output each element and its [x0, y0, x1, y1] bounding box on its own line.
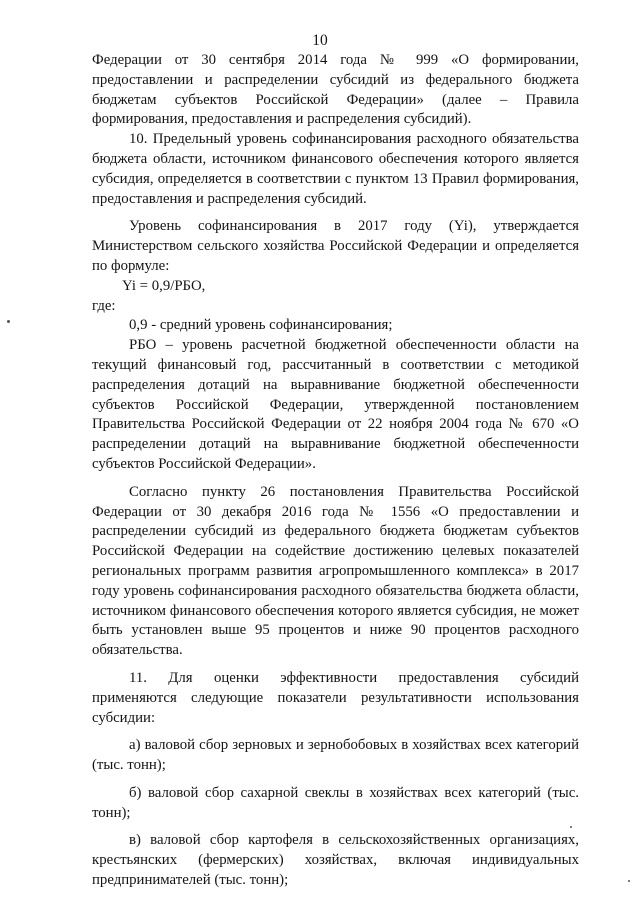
document-body	[92, 51, 579, 891]
paragraph-continuation: Федерации от 30 сентября 2014 года № 999 «О формировании, предоставлении и распределении субсидий из федерального бюджета бюджетам субъектов Российской Федерации» (далее – Правила формирования, предоставления и распределения субсидий).	[92, 52, 579, 128]
formula-definition-rbo: РБО – уровень расчетной бюджетной обеспеченности области на текущий финансовый год, рассчитанный в соответствии с методикой распределения дотаций на выравнивание бюджетной обеспеченности субъектов Российской Федерации, утвержденной постановлением Правительства Российской Федерации от 22 ноября 2004 года № 670 «О распределении дотаций на выравнивание бюджетной обеспеченности субъектов Российской Федерации».	[92, 337, 579, 472]
page-number: 10	[312, 32, 328, 49]
scan-speck	[628, 880, 630, 882]
scan-speck	[570, 826, 572, 828]
formula-definition-coefficient: 0,9 - средний уровень софинансирования;	[129, 317, 393, 334]
paragraph-clause-10: 10. Предельный уровень софинансирования расходного обязательства бюджета области, источником финансового обеспечения которого является субсидия, определяется в соответствии с пунктом 13 Правил формирования, предоставления и распределения субсидий.	[92, 131, 579, 207]
formula: Yi = 0,9/РБО,	[122, 277, 206, 294]
list-item-v: в) валовой сбор картофеля в сельскохозяйственных организациях, крестьянских (фермерских) хозяйствах, включая индивидуальных предпринимателей (тыс. тонн);	[92, 832, 579, 889]
paragraph-cofinancing-level: Уровень софинансирования в 2017 году (Yi), утверждается Министерством сельского хозяйства Российской Федерации и определяется по формуле:	[92, 218, 579, 274]
paragraph-clause-11: 11. Для оценки эффективности предоставления субсидий применяются следующие показатели результативности использования субсидии:	[92, 669, 579, 726]
paragraph-resolution-1556: Согласно пункту 26 постановления Правительства Российской Федерации от 30 декабря 2016 года № 1556 «О предоставлении и распределении субсидий из федерального бюджета бюджетам субъектов Российской Федерации на содействие достижению целевых показателей региональных программ развития агропромышленного комплекса» в 2017 году уровень софинансирования расходного обязательства бюджета области, источником финансового обеспечения которого является субсидия, не может быть установлен выше 95 процентов и ниже 90 процентов расходного обязательства.	[92, 483, 579, 659]
list-item-a: а) валовой сбор зерновых и зернобобовых в хозяйствах всех категорий (тыс. тонн);	[92, 737, 579, 774]
scan-speck	[7, 320, 10, 323]
formula-where-label: где:	[92, 297, 116, 314]
list-item-b: б) валовой сбор сахарной свеклы в хозяйствах всех категорий (тыс. тонн);	[92, 784, 579, 821]
